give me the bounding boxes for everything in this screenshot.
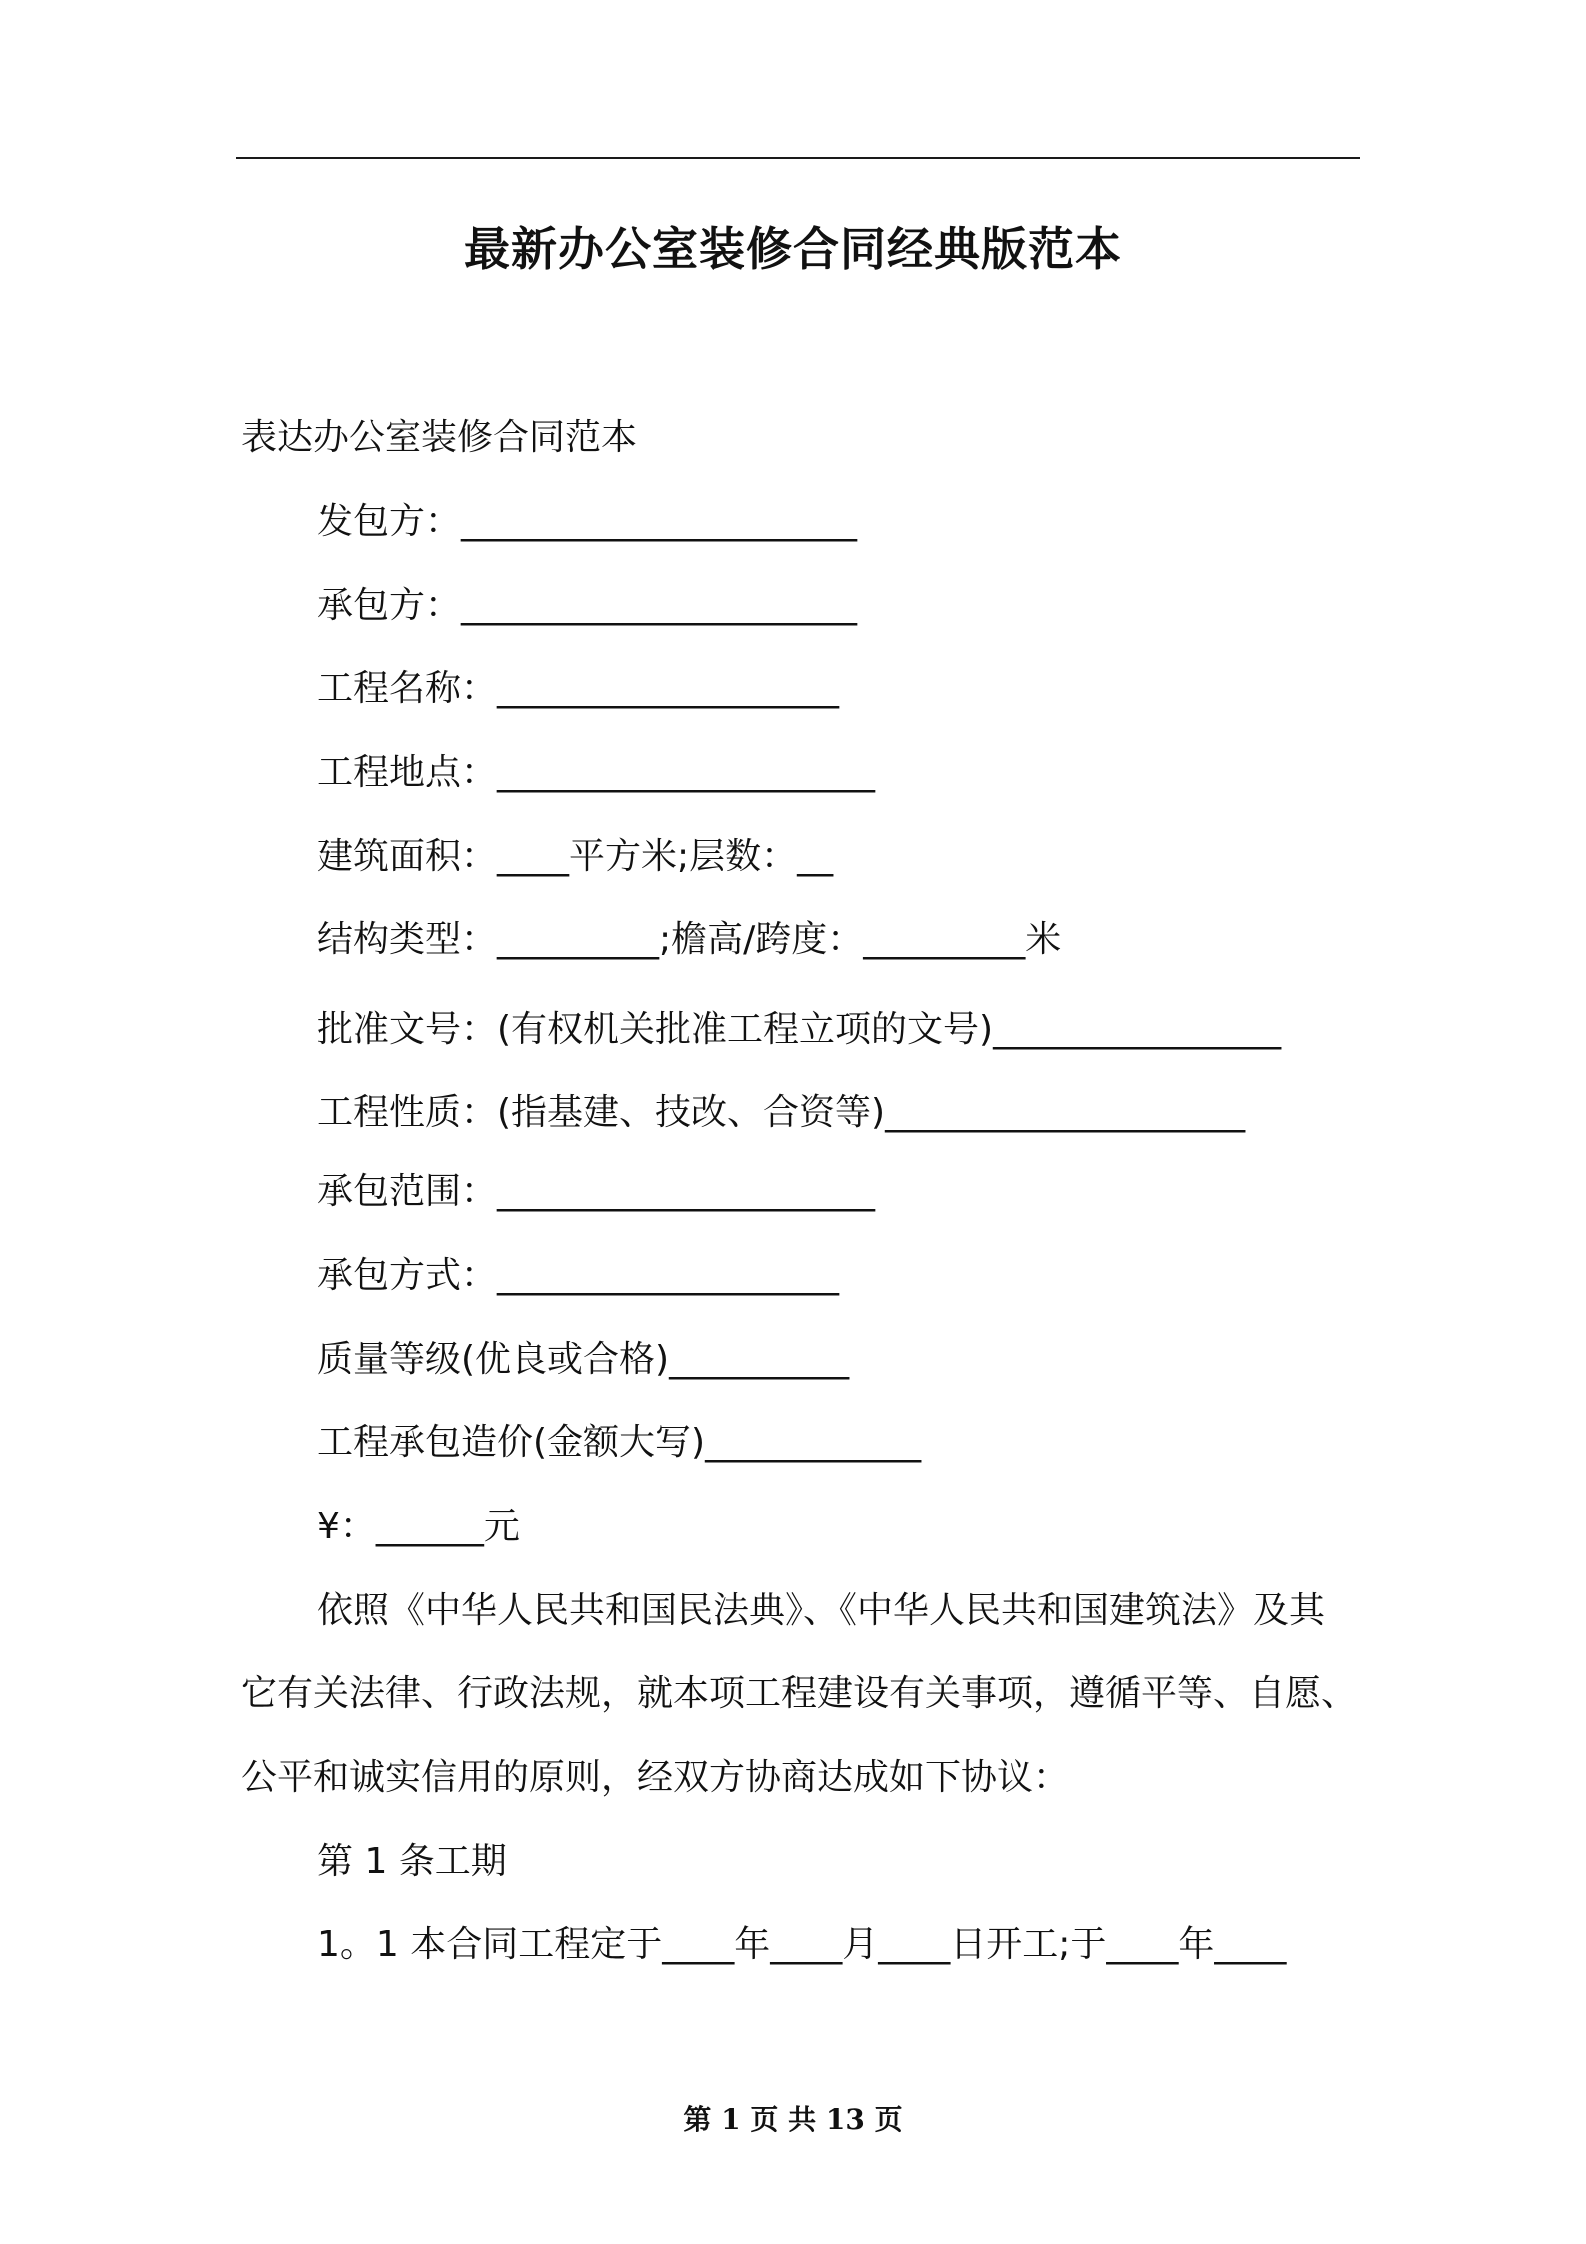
field-project-location: 工程地点：_____________________ bbox=[317, 752, 876, 793]
page-number: 第 1 页 共 13 页 bbox=[683, 2103, 903, 2136]
field-employer: 发包方：______________________ bbox=[317, 501, 858, 542]
field-contract-method: 承包方式：___________________ bbox=[317, 1255, 840, 1296]
field-amount-yuan: ¥：______元 bbox=[317, 1506, 520, 1547]
field-structure-type: 结构类型：_________;檐高/跨度：_________米 bbox=[317, 919, 1062, 960]
field-project-nature: 工程性质：(指基建、技改、合资等)____________________ bbox=[317, 1092, 1246, 1133]
document-title: 最新办公室装修合同经典版范本 bbox=[464, 222, 1122, 276]
article-heading: 第 1 条工期 bbox=[317, 1841, 507, 1882]
field-contract-price: 工程承包造价(金额大写)____________ bbox=[317, 1422, 922, 1463]
field-quality-grade: 质量等级(优良或合格)__________ bbox=[317, 1339, 850, 1380]
paragraph-line-3: 公平和诚实信用的原则，经双方协商达成如下协议： bbox=[241, 1757, 1070, 1798]
field-contractor: 承包方：______________________ bbox=[317, 585, 858, 626]
header-rule bbox=[236, 157, 1360, 159]
field-contract-scope: 承包范围：_____________________ bbox=[317, 1171, 876, 1212]
clause-line: 1。1 本合同工程定于____年____月____日开工;于____年____ bbox=[317, 1924, 1287, 1965]
document-subtitle: 表达办公室装修合同范本 bbox=[241, 417, 638, 458]
paragraph-line-2: 它有关法律、行政法规，就本项工程建设有关事项，遵循平等、自愿、 bbox=[241, 1673, 1358, 1714]
field-project-name: 工程名称：___________________ bbox=[317, 668, 840, 709]
field-building-area: 建筑面积：____平方米;层数：__ bbox=[317, 836, 834, 877]
paragraph-line-1: 依照《中华人民共和国民法典》、《中华人民共和国建筑法》及其 bbox=[317, 1590, 1326, 1631]
field-approval-number: 批准文号：(有权机关批准工程立项的文号)________________ bbox=[317, 1009, 1282, 1050]
